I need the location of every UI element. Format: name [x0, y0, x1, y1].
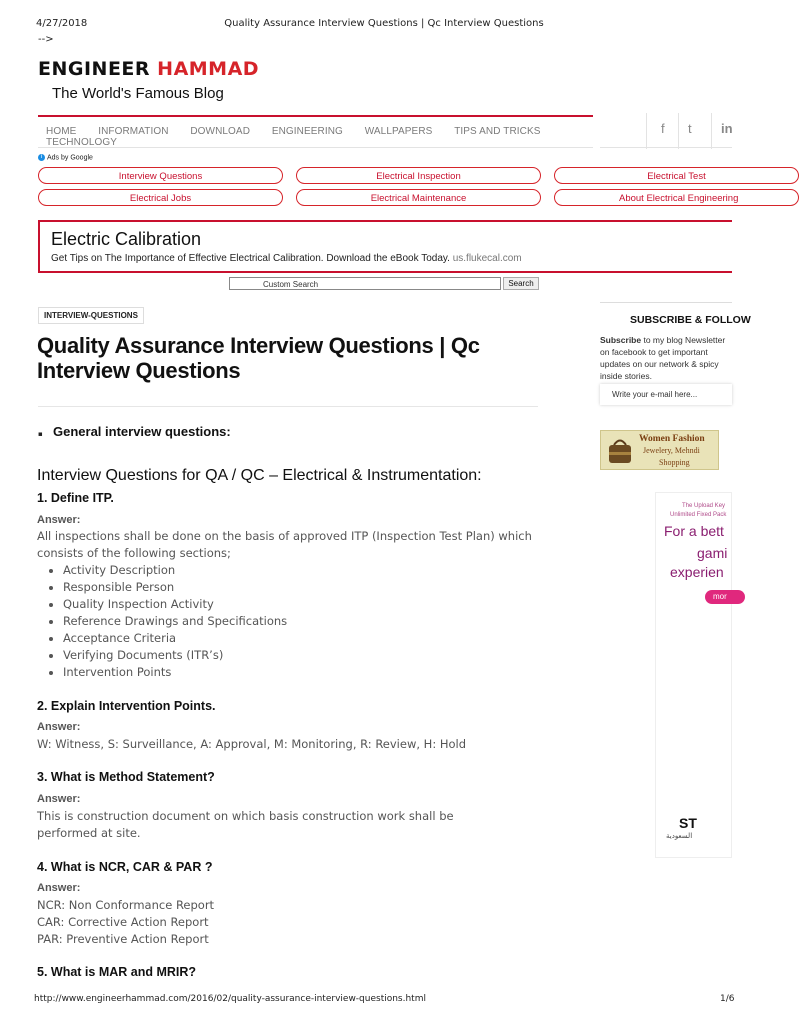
answer-label: Answer: [37, 514, 81, 526]
list-item: • Verifying Documents (ITR’s) [63, 647, 542, 664]
women-fashion-banner[interactable] [600, 430, 719, 470]
ads-by-google[interactable] [38, 154, 93, 161]
answer-2-text: W: Witness, S: Surveillance, A: Approval, M: Monitoring, R: Review, H: Hold [37, 737, 467, 751]
section-subheading: Interview Questions for QA / QC – Electrical & Instrumentation: [37, 467, 482, 484]
nav-information[interactable]: INFORMATION [98, 126, 169, 137]
question-3: 3. What is Method Statement? [37, 770, 215, 784]
linkedin-icon[interactable]: in [721, 121, 733, 136]
site-logo[interactable] [38, 58, 259, 80]
sidebar-ad-brand-logo: ST [679, 815, 697, 831]
subscribe-text: to my blog Newsletter on facebook to get important updates on our network & spicy inside stories. [600, 335, 726, 381]
subscribe-bold: Subscribe [600, 335, 642, 345]
nav-engineering[interactable]: ENGINEERING [271, 126, 343, 137]
ad-link-electrical-jobs[interactable]: Electrical Jobs [38, 189, 283, 206]
print-page-title: Quality Assurance Interview Questions | Qc Interview Questions [224, 18, 544, 29]
answer-4-line: PAR: Preventive Action Report [37, 932, 209, 946]
social-divider [711, 113, 712, 149]
site-tagline: The World's Famous Blog [52, 85, 224, 102]
ad-title[interactable]: Electric Calibration [51, 229, 202, 249]
answer-label: Answer: [37, 882, 81, 894]
stray-arrow-text: --> [38, 34, 54, 45]
sidebar-ad-small-1: The Upload Key [682, 503, 726, 509]
nav-download[interactable]: DOWNLOAD [190, 126, 251, 137]
ad-link-electrical-maintenance[interactable]: Electrical Maintenance [296, 189, 541, 206]
answer-label: Answer: [37, 793, 81, 805]
ad-text: Get Tips on The Importance of Effective Electrical Calibration. Download the eBook Today. [51, 253, 450, 264]
ads-by-label: Ads by Google [47, 154, 93, 162]
list-item: • Responsible Person [63, 579, 542, 596]
handbag-icon [605, 435, 635, 467]
list-item: • Acceptance Criteria [63, 630, 542, 647]
logo-part-1: ENGINEER [38, 58, 151, 80]
answer-4-line: CAR: Corrective Action Report [37, 915, 209, 929]
answer-3-text: This is construction document on which basis construction work shall be performed at site. [37, 809, 454, 840]
question-5: 5. What is MAR and MRIR? [37, 965, 197, 979]
ad-link-about-electrical-engineering[interactable]: About Electrical Engineering [554, 189, 799, 206]
nav-rule [600, 147, 732, 148]
sidebar-ad-line-3: experien [670, 564, 724, 580]
question-4: 4. What is NCR, CAR & PAR ? [37, 860, 213, 874]
ad-description [51, 253, 522, 264]
title-divider [38, 406, 538, 407]
subscribe-description [600, 334, 732, 381]
ad-banner-border [654, 220, 732, 222]
sidebar-ad-more-button[interactable]: mor [705, 590, 745, 604]
itp-sections-list [37, 562, 542, 681]
fashion-line-3: Shopping [659, 458, 690, 467]
answer-4-line: NCR: Non Conformance Report [37, 898, 215, 912]
nav-technology[interactable]: TECHNOLOGY [46, 137, 118, 148]
sidebar-ad[interactable] [655, 492, 732, 858]
post-title: Quality Assurance Interview Questions | Qc Interview Questions [37, 333, 480, 383]
bullet-icon: ▪ [38, 430, 43, 438]
ad-link-electrical-test[interactable]: Electrical Test [554, 167, 799, 184]
sidebar-ad-arabic-text: السعودية [666, 832, 693, 840]
question-1: 1. Define ITP. [37, 491, 114, 505]
print-page-number: 1/6 [720, 994, 735, 1004]
twitter-icon[interactable]: t [688, 121, 692, 136]
search-button[interactable]: Search [503, 277, 539, 290]
fashion-line-2: Jewelery, Mehndi [643, 446, 700, 455]
list-item: • Intervention Points [63, 664, 542, 681]
nav-tips-and-tricks[interactable]: TIPS AND TRICKS [454, 126, 541, 137]
fashion-line-1: Women Fashion [639, 434, 705, 444]
list-item: • Reference Drawings and Specifications [63, 613, 542, 630]
facebook-icon[interactable]: f [661, 121, 665, 136]
custom-search-input[interactable]: Custom Search [229, 277, 501, 290]
question-2: 2. Explain Intervention Points. [37, 699, 216, 713]
ad-banner-border [654, 271, 732, 273]
general-questions-heading: General interview questions: [53, 424, 231, 439]
logo-part-2: HAMMAD [157, 58, 260, 80]
ad-link-electrical-inspection[interactable]: Electrical Inspection [296, 167, 541, 184]
email-input[interactable]: Write your e-mail here... [600, 384, 732, 405]
subscribe-heading: SUBSCRIBE & FOLLOW [630, 314, 751, 326]
main-nav [38, 115, 593, 148]
nav-home[interactable]: HOME [46, 126, 77, 137]
social-divider [646, 113, 647, 149]
print-url: http://www.engineerhammad.com/2016/02/quality-assurance-interview-questions.html [34, 994, 426, 1004]
sidebar-rule [600, 302, 732, 303]
social-divider [678, 113, 679, 149]
sidebar-ad-small-2: Unlimited Fixed Pack [670, 512, 727, 518]
sidebar-ad-line-2: gami [697, 545, 728, 561]
ad-link-interview-questions[interactable]: Interview Questions [38, 167, 283, 184]
list-item: • Activity Description [63, 562, 542, 579]
answer-1-text: All inspections shall be done on the basis of approved ITP (Inspection Test Plan) which consists of the following sections; [37, 529, 532, 560]
info-icon: i [38, 154, 45, 161]
sidebar-ad-line-1: For a bett [664, 523, 724, 539]
answer-label: Answer: [37, 721, 81, 733]
list-item: • Quality Inspection Activity [63, 596, 542, 613]
ad-url[interactable]: us.flukecal.com [452, 253, 522, 264]
print-date: 4/27/2018 [36, 18, 88, 29]
nav-wallpapers[interactable]: WALLPAPERS [364, 126, 433, 137]
post-category-tag[interactable]: INTERVIEW-QUESTIONS [38, 307, 144, 324]
